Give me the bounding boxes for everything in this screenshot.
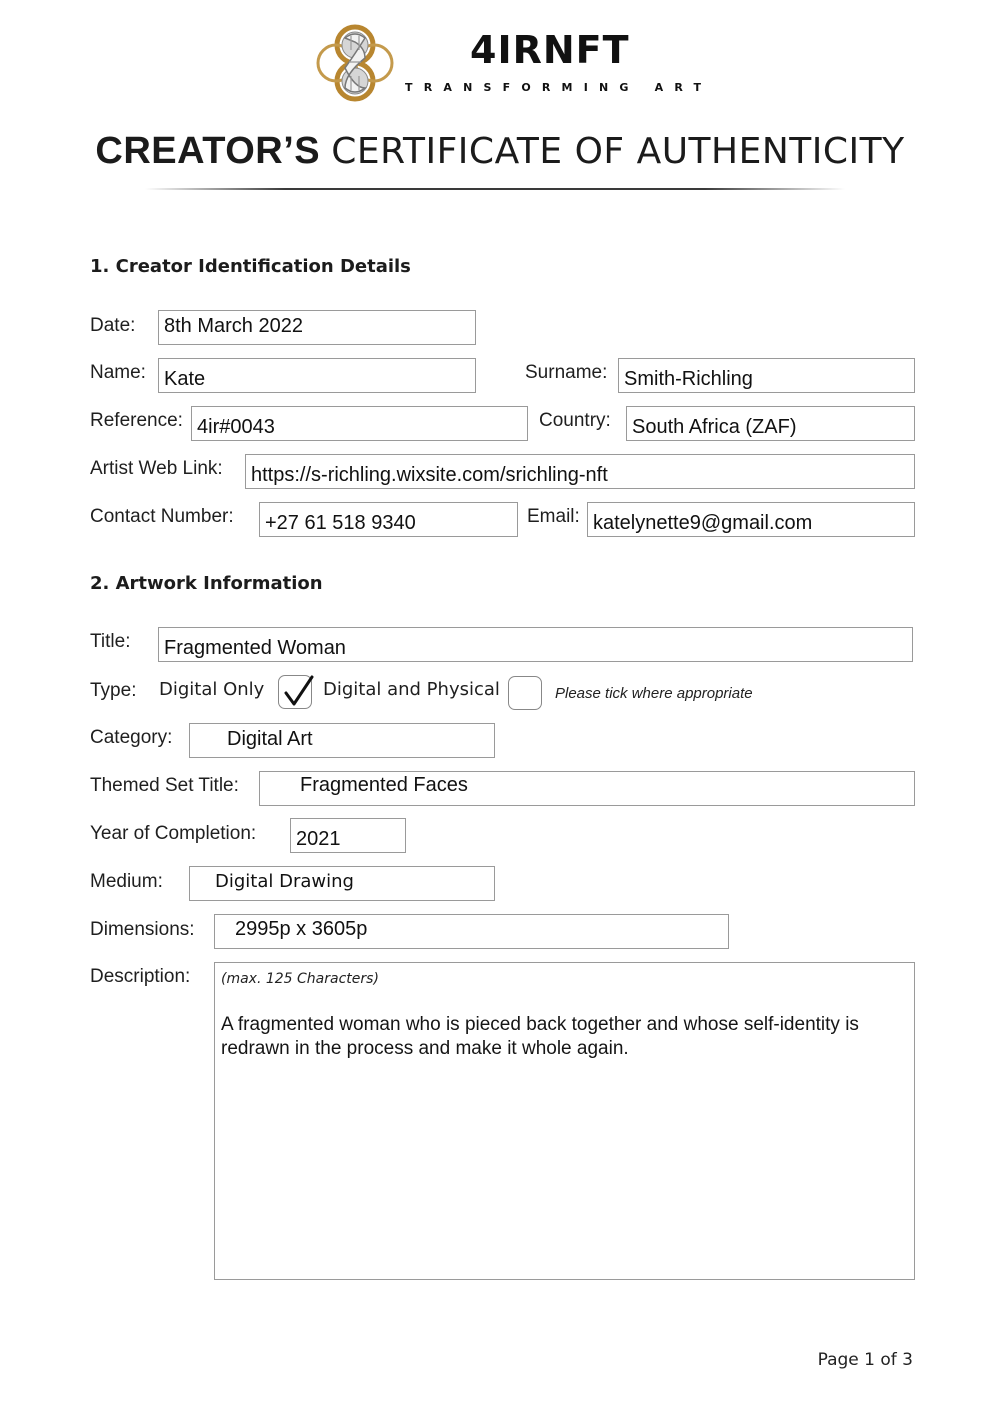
page-title-bold: CREATOR’S: [95, 130, 321, 172]
section-heading-creator: 1. Creator Identification Details: [90, 256, 411, 277]
title-divider: [145, 188, 845, 190]
email-field[interactable]: katelynette9@gmail.com: [587, 502, 915, 537]
brand-tagline: TRANSFORMING ART: [405, 81, 713, 94]
weblink-label: Artist Web Link:: [90, 458, 223, 479]
page-title: [0, 130, 1000, 173]
category-label: Category:: [90, 727, 173, 748]
contact-field[interactable]: +27 61 518 9340: [259, 502, 518, 537]
description-field[interactable]: [214, 962, 915, 1280]
type-digital-checkbox[interactable]: [278, 675, 312, 709]
themed-set-label: Themed Set Title:: [90, 775, 239, 796]
themed-set-field[interactable]: Fragmented Faces: [259, 771, 915, 806]
reference-label: Reference:: [90, 410, 183, 431]
brand-logo-icon: [315, 24, 395, 102]
page-number: Page 1 of 3: [817, 1350, 913, 1370]
type-label: Type:: [90, 680, 137, 701]
reference-field[interactable]: 4ir#0043: [191, 406, 528, 441]
category-field[interactable]: Digital Art: [189, 723, 495, 758]
email-label: Email:: [527, 506, 580, 527]
weblink-field[interactable]: https://s-richling.wixsite.com/srichling-nft: [245, 454, 915, 489]
medium-field[interactable]: Digital Drawing: [189, 866, 495, 901]
date-field[interactable]: 8th March 2022: [158, 310, 476, 345]
checkmark-icon: [281, 674, 315, 710]
country-label: Country:: [539, 410, 611, 431]
description-hint: (max. 125 Characters): [221, 971, 379, 987]
artwork-title-field[interactable]: Fragmented Woman: [158, 627, 913, 662]
year-label: Year of Completion:: [90, 823, 257, 844]
year-field[interactable]: 2021: [290, 818, 406, 853]
date-label: Date:: [90, 315, 136, 336]
country-field[interactable]: South Africa (ZAF): [626, 406, 915, 441]
surname-label: Surname:: [525, 362, 608, 383]
type-note: Please tick where appropriate: [555, 685, 753, 702]
section-heading-artwork: 2. Artwork Information: [90, 573, 323, 594]
description-label: Description:: [90, 966, 191, 987]
type-option-digital-label: Digital Only: [159, 679, 265, 700]
title-label: Title:: [90, 631, 131, 652]
dimensions-field[interactable]: 2995p x 3605p: [214, 914, 729, 949]
type-both-checkbox[interactable]: [508, 676, 542, 710]
description-text: A fragmented woman who is pieced back together and whose self-identity is redrawn in the process and make it whole again.: [221, 1014, 859, 1059]
page-title-rest: CERTIFICATE OF AUTHENTICITY: [331, 131, 905, 172]
type-option-both-label: Digital and Physical: [323, 679, 500, 700]
contact-label: Contact Number:: [90, 506, 234, 527]
brand-name: 4IRNFT: [470, 28, 630, 72]
dimensions-label: Dimensions:: [90, 919, 195, 940]
medium-label: Medium:: [90, 871, 163, 892]
surname-field[interactable]: Smith-Richling: [618, 358, 915, 393]
name-field[interactable]: Kate: [158, 358, 476, 393]
name-label: Name:: [90, 362, 146, 383]
